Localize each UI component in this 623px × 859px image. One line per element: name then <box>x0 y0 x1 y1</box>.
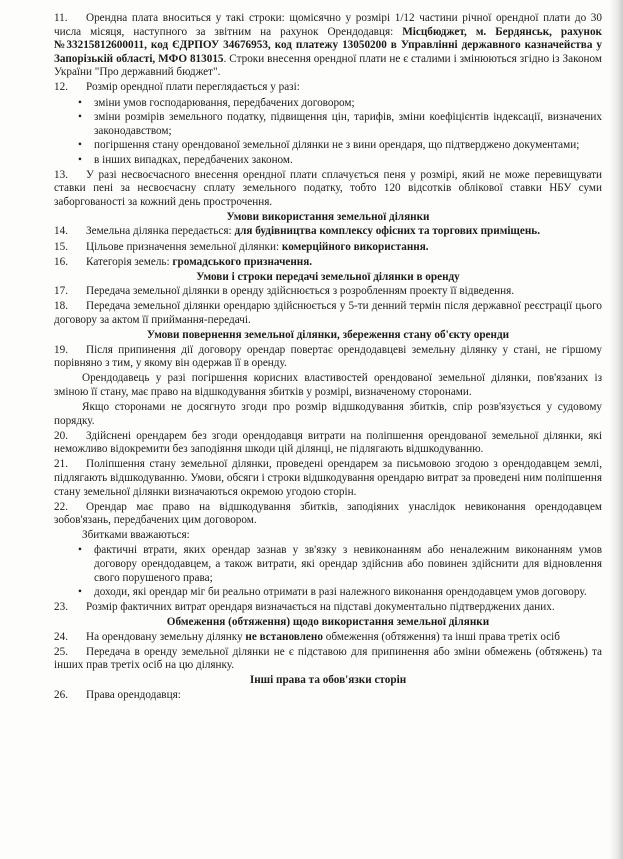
clause-number: 25. <box>54 645 68 658</box>
clause-text: Орендна плата вноситься у такі строки: щомісячно у розмірі 1/12 частини річної орендної плати до 30 числа місяця, наступного за звітним на рахунок Орендодавця: <box>54 12 602 38</box>
clause-text: Передача земельної ділянки в оренду здійснюється з розробленням проекту її відведення. <box>86 285 515 298</box>
clause-text: Земельна ділянка передається: <box>86 225 235 238</box>
clause-16 <box>54 256 602 270</box>
document-body <box>54 12 602 704</box>
clause-text: . Строки внесення орендної плати не є сталими і змінюються згідно із Законом України "Про державний бюджет". <box>54 52 602 79</box>
section-heading: Обмеження (обтяження) щодо використання земельної ділянки <box>166 615 490 628</box>
clause-bold-text: не встановлено <box>245 630 323 643</box>
list-item: • фактичні втрати, яких орендар зазнав у зв'язку з невиконанням або неналежним виконанням умов договору орендодавцем, а також витрати, які орендар здійснив або повинен здійснити для відновлення свого порушеного права; <box>54 544 602 585</box>
clause-text: Розмір орендної плати переглядається у разі: <box>86 81 300 94</box>
clause-text: Права орендодавця: <box>86 688 181 701</box>
clause-number: 11. <box>54 12 68 24</box>
clause-19 <box>54 344 602 371</box>
clause-text: Здійснені орендарем без згоди орендодавця витрати на поліпшення орендованої земельної ділянки, які неможливо відокремити без заподіяння шкоди цій ділянці, не підлягають відшкодуванню. <box>54 429 602 456</box>
clause-17 <box>54 285 602 299</box>
clause-number: 20. <box>54 429 68 442</box>
list-item: • зміни умов господарювання, передбачених договором; <box>54 97 602 111</box>
clause-25 <box>54 646 602 673</box>
list-item: • погіршення стану орендованої земельної ділянки не з вини орендаря, що підтверджено документами; <box>54 139 602 153</box>
clause-15 <box>54 241 602 255</box>
clause-text: Орендар має право на відшкодування збитків, заподіяних унаслідок невиконання орендодавцем зобов'язань, передбачених цим договором. <box>54 500 602 527</box>
clause-26 <box>54 689 602 703</box>
clause-number: 18. <box>54 300 68 313</box>
clause-number: 24. <box>54 630 68 643</box>
clause-text: У разі несвоєчасного внесення орендної плати сплачується пеня у розмірі, який не може перевищувати ставки пені за несвоєчасну сплату земельного податку, тобто 120 відсотків облікової ставки НБУ суми заборгованості за кожний день прострочення. <box>54 168 602 208</box>
clause-bold-text: громадського призначення. <box>172 255 313 268</box>
clause-11 <box>54 12 602 80</box>
clause-text: Категорія земель: <box>86 255 173 268</box>
list-item: • доходи, які орендар міг би реально отримати в разі належного виконання орендодавцем умов договору. <box>54 586 602 600</box>
clause-text: Поліпшення стану земельної ділянки, проведені орендарем за письмовою згодою з орендодавцем землі, підлягають відшкодуванню. Умови, обсяги і строки відшкодування орендарю витрат за проведені ним поліпшення стану земельної ділянки визначаються окремою угодою сторін. <box>54 458 602 498</box>
list-item: • зміни розмірів земельного податку, підвищення цін, тарифів, зміни коефіцієнтів індексації, визначених законодавством; <box>54 111 602 138</box>
clause-number: 26. <box>54 688 68 701</box>
clause-21 <box>54 458 602 499</box>
clause-13 <box>54 169 602 210</box>
list-item: • в інших випадках, передбачених законом. <box>54 154 602 168</box>
clause-12 <box>54 81 602 95</box>
clause-text: Передача в оренду земельної ділянки не є підставою для припинення або зміни обмежень (обтяжень) та інших прав третіх осіб на цю ділянку. <box>54 645 602 672</box>
clause-bold-text: комерційного використання. <box>281 240 429 253</box>
clause-text: Після припинення дії договору орендар повертає орендодавцеві земельну ділянку у стані, не гіршому порівняно з тим, у якому він одержав її в оренду. <box>54 343 602 370</box>
clause-number: 19. <box>54 343 68 356</box>
clause-19-paragraph: Орендодавець у разі погіршення корисних властивостей орендованої земельної ділянки, пов'язаних із зміною її стану, має право на відшкодування збитків у розмірі, визначеному сторонами. <box>54 372 602 398</box>
clause-number: 23. <box>54 600 68 613</box>
page-edge-shadow <box>609 0 623 859</box>
clause-bold-text: для будівництва комплексу офісних та торгових приміщень. <box>234 225 540 238</box>
clause-14 <box>54 225 602 239</box>
clause-22-paragraph: Збитками вважаються: <box>82 529 190 542</box>
clause-22-list <box>54 544 602 599</box>
clause-number: 17. <box>54 285 68 298</box>
clause-number: 15. <box>54 240 68 253</box>
clause-12-list <box>54 97 602 168</box>
clause-text: Цільове призначення земельної ділянки: <box>86 240 282 253</box>
clause-number: 22. <box>54 500 68 513</box>
clause-bold-text: Місцбюджет, м. Бердянськ, рахунок №33215812600011, код ЄДРПОУ 34676953, код платежу 13050200 в Управлінні державного казначейства у Запорізькій області, МФО 813015 <box>54 25 602 65</box>
clause-24 <box>54 631 602 645</box>
clause-20 <box>54 430 602 457</box>
clause-23 <box>54 601 602 615</box>
clause-text: На орендовану земельну ділянку <box>86 630 246 643</box>
clause-18 <box>54 300 602 327</box>
section-heading: Умови використання земельної ділянки <box>226 210 430 223</box>
clause-text: обмеження (обтяження) та інші права третіх осіб <box>322 630 560 643</box>
section-heading: Умови і строки передачі земельної ділянки в оренду <box>196 270 460 283</box>
clause-text: Розмір фактичних витрат орендаря визначається на підставі документально підтверджених даних. <box>86 600 555 613</box>
section-heading: Інші права та обов'язки сторін <box>249 674 407 687</box>
clause-text: Передача земельної ділянки орендарю здійснюється у 5-ти денний термін після державної реєстрації цього договору за актом її приймання-передачі. <box>54 300 602 326</box>
clause-number: 14. <box>54 225 68 238</box>
clause-number: 21. <box>54 458 68 471</box>
clause-22 <box>54 501 602 528</box>
clause-number: 13. <box>54 168 68 181</box>
clause-number: 16. <box>54 255 68 268</box>
clause-number: 12. <box>54 81 68 94</box>
section-heading: Умови повернення земельної ділянки, збереження стану об'єкту оренди <box>146 329 510 342</box>
clause-19-paragraph: Якщо сторонами не досягнуто згоди про розмір відшкодування збитків, спір розв'язується у судовому порядку. <box>54 401 602 427</box>
